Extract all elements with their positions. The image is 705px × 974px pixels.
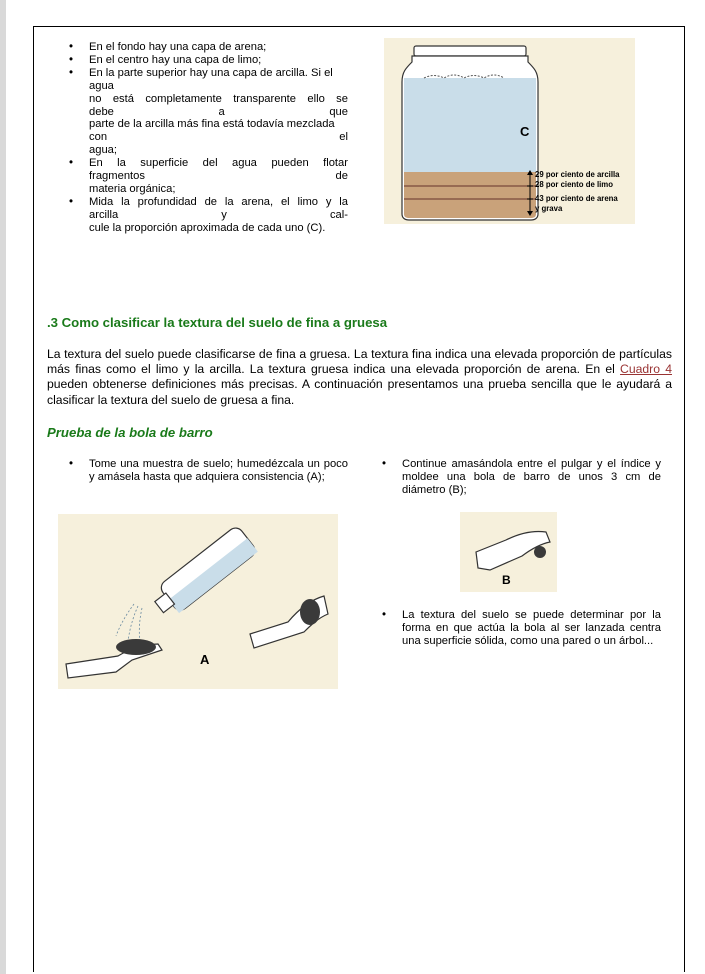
figure-letter-c: C: [520, 124, 530, 139]
list-item: [380, 609, 661, 648]
list-item: [67, 196, 348, 235]
list-item-line: fragmentos de: [89, 170, 348, 183]
silt-percentage-label: 28 por ciento de limo: [535, 180, 613, 189]
moisten-soil-illustration: [58, 514, 338, 689]
section-heading: .3 Como clasificar la textura del suelo de fina a gruesa: [47, 315, 388, 330]
mud-ball-step-c: [380, 609, 661, 648]
list-item-line: • En la superficie del agua pueden flotar: [89, 157, 348, 170]
jar-lid: [414, 46, 526, 56]
paragraph-text: pueden obtenerse definiciones más precisas. A continuación presentamos una prueba sencilla que le ayudará a clasificar la textura del suelo de gruesa a fina.: [47, 377, 672, 407]
subsection-heading: Prueba de la bola de barro: [47, 425, 213, 440]
sand-percentage-label: 43 por ciento de arena: [535, 194, 618, 203]
list-item-line: materia orgánica;: [89, 182, 176, 195]
list-item-line: debe a que: [89, 105, 348, 118]
list-item-line: agua: [89, 79, 114, 92]
list-item-text: En el centro hay una capa de limo;: [89, 53, 262, 66]
paragraph-text: La textura del suelo puede clasificarse de fina a gruesa. La textura fina indica una elevada proporción de partículas más finas como el limo y la arcilla. La textura gruesa indica una elevada proporción de arena. En el: [47, 347, 672, 377]
jar-observation-list: [67, 41, 348, 235]
list-item-line: • En la parte superior hay una capa de arcilla. Si el: [89, 66, 333, 79]
soil-layers: [404, 172, 536, 218]
list-item-line: con el: [89, 131, 348, 144]
list-item: [67, 67, 348, 157]
list-item-text: La textura del suelo se puede determinar por la forma en que actúa la bola al ser lanzada centra una superficie sólida, como una pared o un árbol...: [402, 609, 661, 647]
list-item-line: arcilla y cal-: [89, 208, 348, 221]
sand-percentage-label-continued: y grava: [535, 204, 563, 213]
list-item-line: no está completamente transparente ello se: [89, 92, 348, 105]
clay-percentage-label: 29 por ciento de arcilla: [535, 170, 620, 179]
list-item: [380, 458, 661, 497]
list-item: [67, 157, 348, 196]
mud-ball: [534, 546, 546, 558]
mud-ball-step-a: [67, 458, 348, 484]
page-left-gutter: [0, 0, 6, 974]
soil-sample: [116, 639, 156, 655]
list-item-line: cule la proporción aproximada de cada uno (C).: [89, 221, 326, 234]
soil-jar-illustration: [384, 38, 635, 224]
list-item: [67, 54, 348, 67]
figure-letter-b: B: [502, 573, 511, 587]
mud-ball-step-b: [380, 458, 661, 497]
list-item-line: parte de la arcilla más fina está todavía mezclada: [89, 118, 335, 131]
list-item-text: En el fondo hay una capa de arena;: [89, 41, 267, 53]
mud-ball-illustration: [460, 512, 557, 592]
list-item-line: • Mida la profundidad de la arena, el limo y la: [89, 195, 348, 208]
section-paragraph: [47, 347, 672, 408]
kneaded-soil: [300, 599, 320, 625]
cuadro-4-link[interactable]: Cuadro 4: [620, 362, 672, 377]
list-item-text: Tome una muestra de suelo; humedézcala un poco y amásela hasta que adquiera consistencia (A);: [89, 458, 348, 483]
list-item: [67, 458, 348, 484]
list-item: [67, 41, 348, 54]
list-item-text: Continue amasándola entre el pulgar y el índice y moldee una bola de barro de unos 3 cm de diámetro (B);: [402, 458, 661, 496]
water-layer: [404, 78, 536, 172]
figure-letter-a: A: [200, 652, 210, 667]
list-item-line: agua;: [89, 144, 117, 157]
